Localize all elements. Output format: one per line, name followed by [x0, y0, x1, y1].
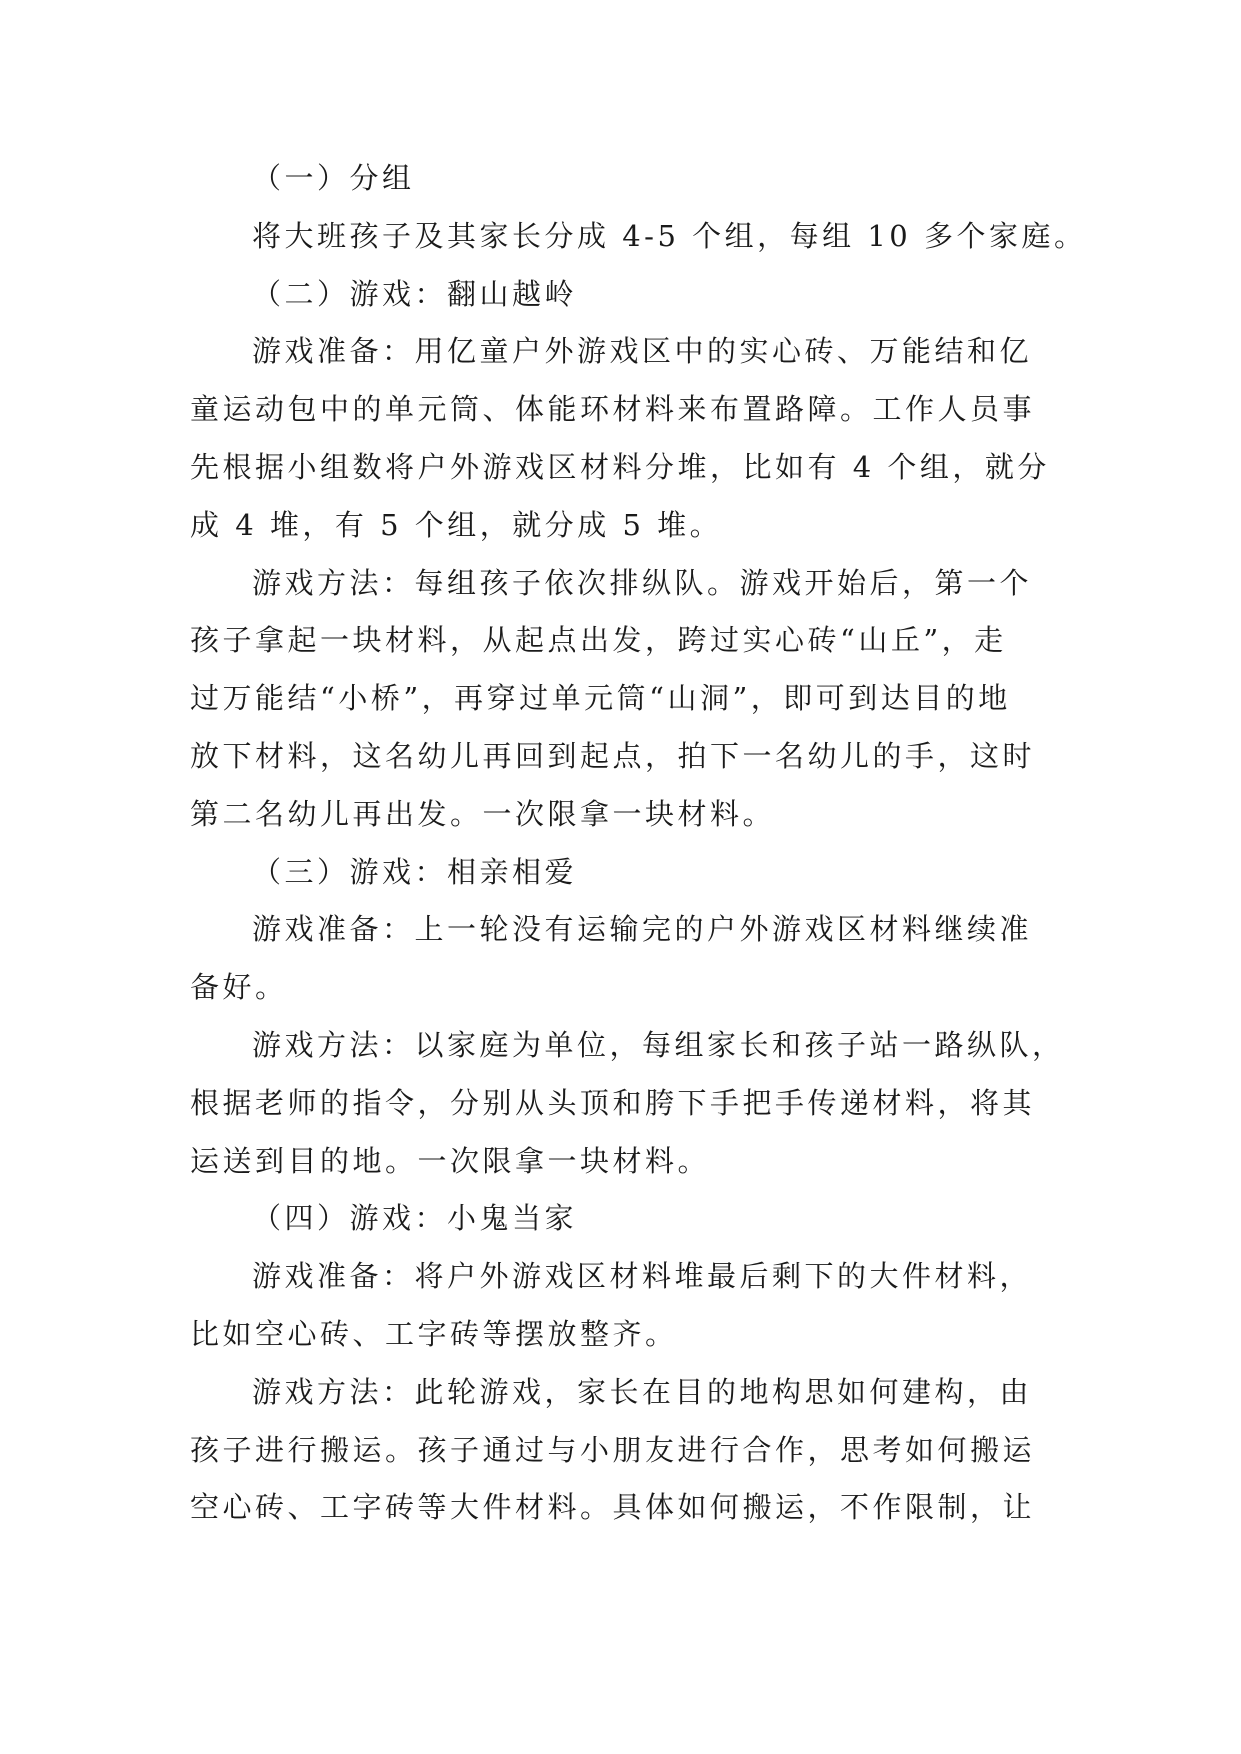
paragraph-line: 放下材料，这名幼儿再回到起点，拍下一名幼儿的手，这时 [190, 738, 1036, 773]
section-heading-game-love: （三）游戏：相亲相爱 [252, 854, 578, 889]
paragraph-line: 孩子进行搬运。孩子通过与小朋友进行合作，思考如何搬运 [190, 1432, 1036, 1467]
paragraph-line: 孩子拿起一块材料，从起点出发，跨过实心砖“山丘”，走 [190, 623, 1007, 658]
paragraph-line: 空心砖、工字砖等大件材料。具体如何搬运，不作限制，让 [190, 1490, 1036, 1525]
section-heading-game-home: （四）游戏：小鬼当家 [252, 1201, 578, 1236]
paragraph-line: 第二名幼儿再出发。一次限拿一块材料。 [190, 796, 776, 831]
paragraph-line: 备好。 [190, 970, 288, 1005]
paragraph-line: 根据老师的指令，分别从头顶和胯下手把手传递材料，将其 [190, 1085, 1036, 1120]
paragraph-line: 成 4 堆，有 5 个组，就分成 5 堆。 [190, 507, 723, 542]
section-heading-grouping: （一）分组 [252, 161, 415, 195]
paragraph-line: 将大班孩子及其家长分成 4-5 个组，每组 10 多个家庭。 [252, 218, 1087, 253]
document-body [190, 150, 1087, 1537]
paragraph-line: 过万能结“小桥”，再穿过单元筒“山洞”，即可到达目的地 [190, 681, 1011, 716]
paragraph-line: 先根据小组数将户外游戏区材料分堆，比如有 4 个组，就分 [190, 449, 1050, 484]
paragraph-line: 游戏准备：上一轮没有运输完的户外游戏区材料继续准 [252, 912, 1033, 947]
paragraph-line: 比如空心砖、工字砖等摆放整齐。 [190, 1316, 678, 1351]
paragraph-line: 童运动包中的单元筒、体能环材料来布置路障。工作人员事 [190, 392, 1036, 427]
paragraph-line: 游戏方法：以家庭为单位，每组家长和孩子站一路纵队， [252, 1027, 1065, 1062]
section-heading-game-mountains: （二）游戏：翻山越岭 [252, 276, 578, 311]
paragraph-line: 游戏方法：每组孩子依次排纵队。游戏开始后，第一个 [252, 565, 1033, 600]
paragraph-line: 游戏准备：用亿童户外游戏区中的实心砖、万能结和亿 [252, 334, 1033, 369]
paragraph-line: 游戏准备：将户外游戏区材料堆最后剩下的大件材料， [252, 1259, 1033, 1294]
paragraph-line: 运送到目的地。一次限拿一块材料。 [190, 1143, 711, 1178]
paragraph-line: 游戏方法：此轮游戏，家长在目的地构思如何建构，由 [252, 1374, 1033, 1409]
